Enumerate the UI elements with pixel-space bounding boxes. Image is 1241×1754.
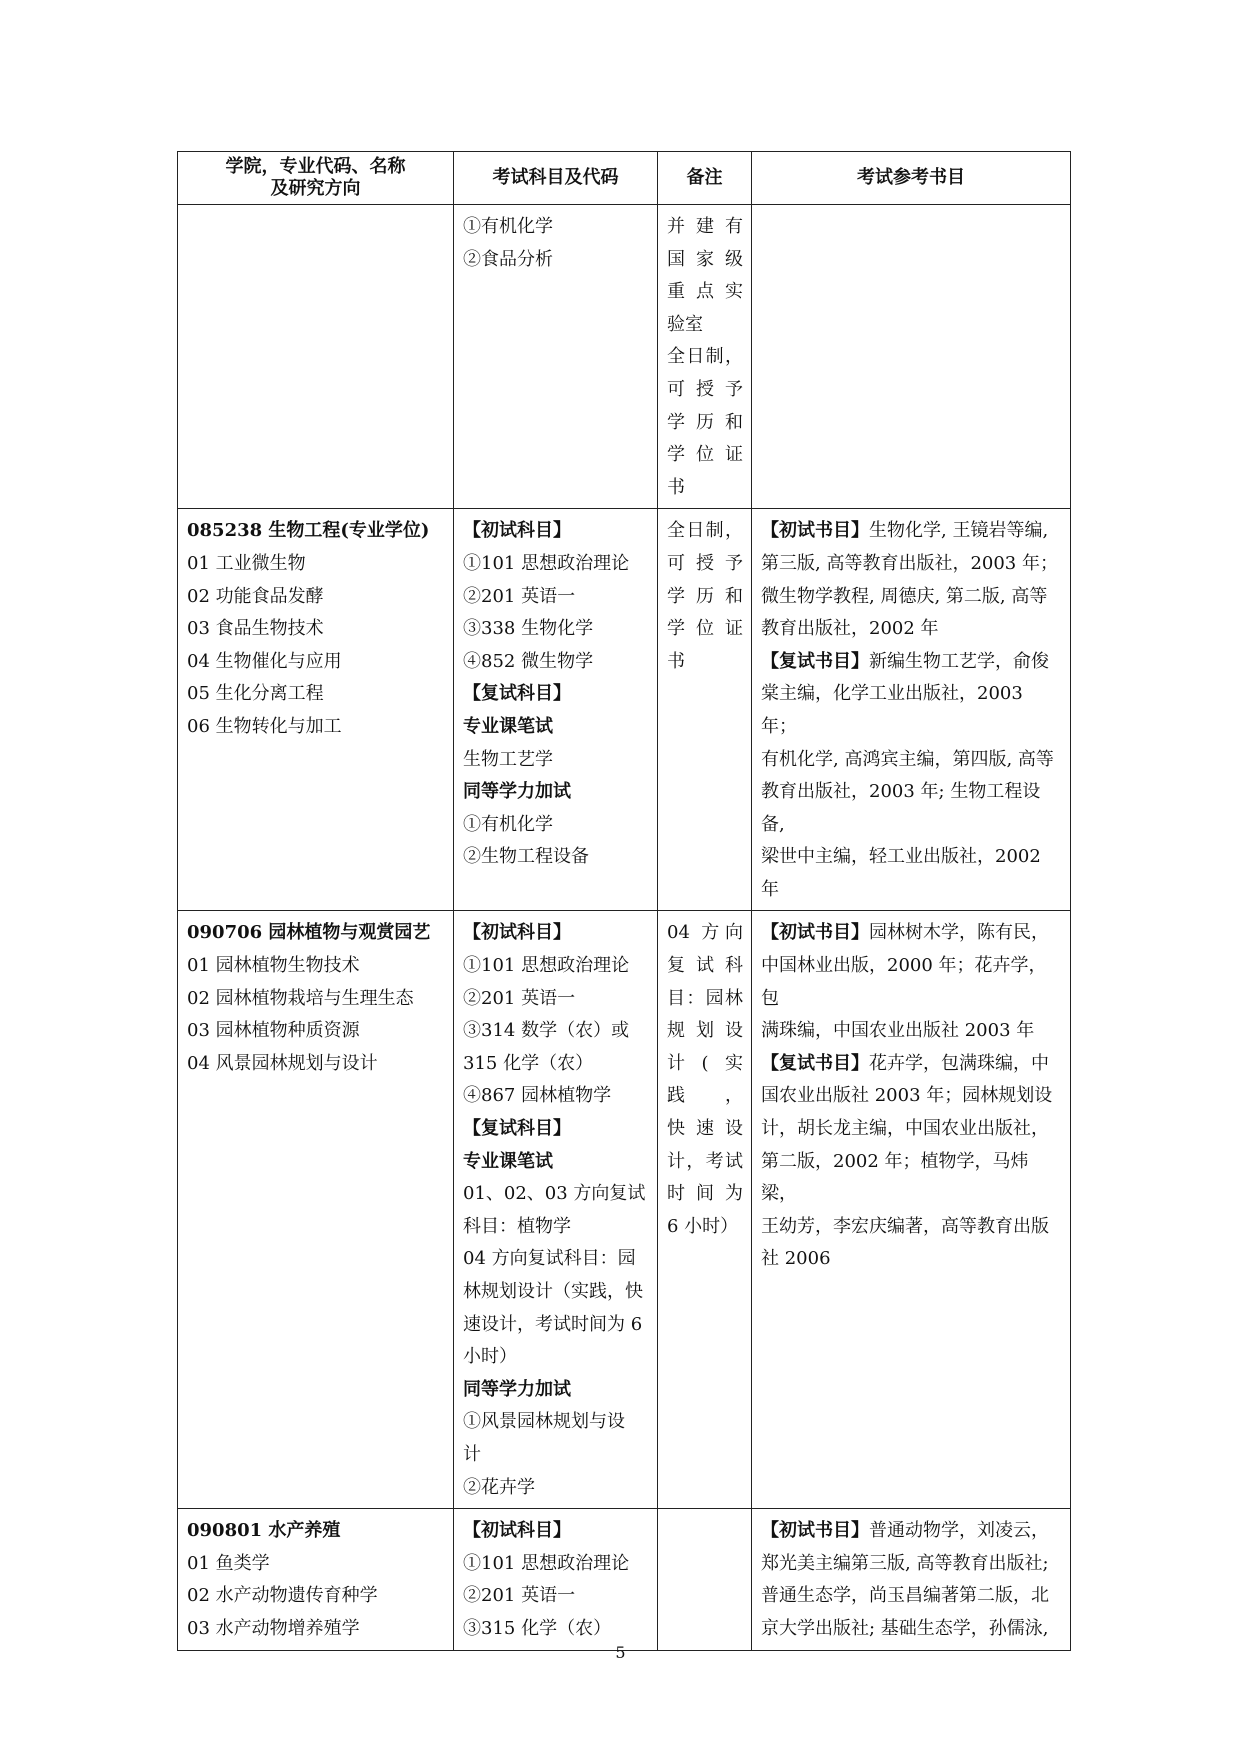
subject-line: ②201 英语一 — [463, 1585, 576, 1607]
book-line — [761, 1515, 1062, 1548]
remark-line: 计，考试 — [667, 1150, 743, 1172]
subject-line: ④852 微生物学 — [463, 650, 594, 672]
book-line — [761, 1146, 1062, 1211]
book-line — [761, 1113, 1062, 1146]
remarks-cell — [658, 911, 752, 1509]
subject-line: 计 — [463, 1443, 481, 1465]
book-section-label: 【复试书目】 — [761, 650, 869, 672]
subject-line: ②花卉学 — [463, 1476, 535, 1498]
book-text: 园林树木学，陈有民， — [869, 922, 1049, 944]
subject-heading: 【复试科目】 — [463, 1118, 571, 1140]
subject-line: ①风景园林规划与设 — [463, 1411, 625, 1433]
subject-line: 04 方向复试科目：园 — [463, 1248, 636, 1270]
remark-line: 6 小时） — [667, 1215, 739, 1237]
subject-heading: 专业课笔试 — [463, 1150, 553, 1172]
research-direction: 06 生物转化与加工 — [187, 715, 342, 737]
subject-line: ①101 思想政治理论 — [463, 955, 630, 977]
research-direction: 05 生化分离工程 — [187, 683, 324, 705]
remark-line: 可授予 — [667, 378, 743, 400]
table-row — [178, 509, 1071, 911]
header-dept-line: 学院，专业代码、名称 — [225, 156, 406, 177]
remark-line: 学位证 — [667, 444, 743, 466]
book-text: 花卉学，包满珠编，中 — [869, 1052, 1049, 1074]
book-line — [761, 841, 1062, 906]
research-direction: 01 鱼类学 — [187, 1552, 270, 1574]
header-books: 考试参考书目 — [752, 152, 1071, 205]
remarks-cell — [658, 205, 752, 509]
subject-line: ②食品分析 — [463, 248, 553, 270]
dept-cell — [178, 205, 454, 509]
subject-line: ②201 英语一 — [463, 987, 576, 1009]
table-row — [178, 911, 1071, 1509]
book-line — [761, 1580, 1062, 1613]
subject-heading: 【初试科目】 — [463, 922, 571, 944]
subject-line: 小时） — [463, 1346, 517, 1368]
book-line — [761, 1048, 1062, 1081]
table-row — [178, 205, 1071, 509]
book-section-label: 【初试书目】 — [761, 1520, 869, 1542]
subject-line: ①101 思想政治理论 — [463, 1552, 630, 1574]
book-line — [761, 776, 1062, 841]
research-direction: 03 食品生物技术 — [187, 618, 324, 640]
remark-line: 学历和 — [667, 585, 743, 607]
research-direction: 04 生物催化与应用 — [187, 650, 342, 672]
book-line — [761, 1548, 1062, 1581]
remark-line: 全日制， — [667, 346, 743, 368]
book-text: 京大学出版社; 基础生态学，孙儒泳, — [761, 1617, 1049, 1639]
subject-line: ④867 园林植物学 — [463, 1085, 612, 1107]
header-subjects: 考试科目及代码 — [454, 152, 658, 205]
book-line — [761, 548, 1062, 581]
remark-line: 并建有 — [667, 216, 743, 237]
dept-cell — [178, 1509, 454, 1650]
subject-line: ①101 思想政治理论 — [463, 552, 630, 574]
book-line — [761, 950, 1062, 1015]
remark-line: 目：园林 — [667, 987, 743, 1009]
book-text: 普通动物学，刘凌云， — [869, 1520, 1049, 1542]
dept-cell — [178, 509, 454, 911]
book-line — [761, 515, 1062, 548]
subject-line: ①有机化学 — [463, 813, 553, 835]
subject-line: ②201 英语一 — [463, 585, 576, 607]
header-dept-line: 及研究方向 — [270, 178, 361, 199]
remark-line: 验室 — [667, 313, 703, 335]
subject-heading: 【初试科目】 — [463, 520, 571, 542]
remark-line: 复试科 — [667, 955, 743, 977]
remark-line: 学历和 — [667, 411, 743, 433]
book-line — [761, 744, 1062, 777]
remark-line: 规划设 — [667, 1020, 743, 1042]
book-text: 生物化学, 王镜岩等编, — [869, 520, 1049, 542]
research-direction: 02 水产动物遗传育种学 — [187, 1585, 378, 1607]
book-text: 教育出版社，2003 年; 生物工程设备, — [761, 781, 1041, 835]
header-remarks: 备注 — [658, 152, 752, 205]
book-line — [761, 1613, 1062, 1646]
subject-heading: 同等学力加试 — [463, 781, 571, 803]
subject-heading: 同等学力加试 — [463, 1378, 571, 1400]
book-text: 新编生物工艺学，俞俊 — [869, 650, 1049, 672]
admissions-table — [177, 151, 1071, 1651]
book-line — [761, 678, 1062, 743]
subject-line: 林规划设计（实践，快 — [463, 1281, 643, 1302]
subject-line: ③315 化学（农） — [463, 1617, 612, 1639]
dept-cell — [178, 911, 454, 1509]
book-line — [761, 646, 1062, 679]
header-row — [178, 152, 1071, 205]
book-text: 有机化学, 高鸿宾主编，第四版, 高等 — [761, 748, 1054, 770]
book-text: 教育出版社，2002 年 — [761, 618, 939, 640]
subject-line: 科目：植物学 — [463, 1215, 571, 1237]
remark-line: 书 — [667, 476, 685, 498]
book-line — [761, 1243, 1062, 1276]
book-line — [761, 1080, 1062, 1113]
book-section-label: 【初试书目】 — [761, 922, 869, 944]
remarks-cell — [658, 509, 752, 911]
remark-line: 时间为 — [667, 1183, 743, 1205]
book-text: 王幼芳，李宏庆编著，高等教育出版 — [761, 1215, 1049, 1237]
book-text: 第二版，2002 年；植物学，马炜梁， — [761, 1150, 1029, 1205]
table-row — [178, 1509, 1071, 1650]
book-text: 社 2006 — [761, 1248, 831, 1270]
books-cell — [752, 911, 1071, 1509]
program-title: 085238 生物工程(专业学位) — [187, 520, 430, 542]
research-direction: 02 园林植物栽培与生理生态 — [187, 987, 414, 1009]
subjects-cell — [454, 205, 658, 509]
program-title: 090801 水产养殖 — [187, 1520, 341, 1542]
subject-line: 速设计，考试时间为 6 — [463, 1313, 643, 1335]
table-body — [178, 205, 1071, 1651]
subject-line: ③338 生物化学 — [463, 618, 594, 640]
remarks-cell — [658, 1509, 752, 1650]
book-section-label: 【初试书目】 — [761, 520, 869, 542]
subject-line: 01、02、03 方向复试 — [463, 1183, 646, 1205]
page-number: 5 — [615, 1643, 626, 1662]
remark-line: 重点实 — [667, 281, 743, 303]
subject-heading: 【复试科目】 — [463, 683, 571, 705]
book-text: 棠主编，化学工业出版社，2003 年； — [761, 683, 1023, 737]
subject-line: 生物工艺学 — [463, 748, 553, 770]
book-line — [761, 581, 1062, 614]
book-line — [761, 1015, 1062, 1048]
program-title: 090706 园林植物与观赏园艺 — [187, 922, 431, 944]
research-direction: 01 园林植物生物技术 — [187, 955, 360, 977]
book-text: 梁世中主编，轻工业出版社，2002 年 — [761, 846, 1041, 900]
subject-line: ①有机化学 — [463, 216, 553, 237]
books-cell — [752, 1509, 1071, 1650]
subject-heading: 【初试科目】 — [463, 1520, 571, 1542]
book-line — [761, 613, 1062, 646]
book-text: 第三版, 高等教育出版社，2003 年； — [761, 552, 1058, 574]
subjects-cell — [454, 911, 658, 1509]
remark-line: 计(实践， — [667, 1052, 743, 1107]
header-dept — [178, 152, 454, 205]
book-line — [761, 917, 1062, 950]
book-text: 国农业出版社 2003 年；园林规划设 — [761, 1085, 1053, 1107]
research-direction: 02 功能食品发酵 — [187, 585, 324, 607]
remark-line: 国家级 — [667, 248, 743, 270]
subjects-cell — [454, 509, 658, 911]
subject-line: 315 化学（农） — [463, 1052, 594, 1074]
research-direction: 01 工业微生物 — [187, 552, 306, 574]
remark-line: 学位证 — [667, 618, 743, 640]
remark-line: 可授予 — [667, 552, 743, 574]
subjects-cell — [454, 1509, 658, 1650]
remark-line: 全日制， — [667, 520, 743, 542]
research-direction: 03 园林植物种质资源 — [187, 1020, 360, 1042]
subject-line: ③314 数学（农）或 — [463, 1020, 630, 1042]
book-text: 郑光美主编第三版, 高等教育出版社; — [761, 1552, 1049, 1574]
book-text: 微生物学教程, 周德庆, 第二版, 高等 — [761, 585, 1048, 607]
book-text: 计，胡长龙主编，中国农业出版社， — [761, 1118, 1049, 1140]
books-cell — [752, 205, 1071, 509]
research-direction: 04 风景园林规划与设计 — [187, 1052, 378, 1074]
books-cell — [752, 509, 1071, 911]
book-line — [761, 1211, 1062, 1244]
subject-line: ②生物工程设备 — [463, 846, 589, 868]
remark-line: 快速设 — [667, 1118, 743, 1140]
book-section-label: 【复试书目】 — [761, 1052, 869, 1074]
book-text: 普通生态学，尚玉昌编著第二版，北 — [761, 1585, 1049, 1607]
book-text: 满珠编，中国农业出版社 2003 年 — [761, 1020, 1035, 1042]
remark-line: 书 — [667, 650, 685, 672]
research-direction: 03 水产动物增养殖学 — [187, 1617, 360, 1639]
book-text: 中国林业出版，2000 年；花卉学，包 — [761, 955, 1047, 1009]
subject-heading: 专业课笔试 — [463, 715, 553, 737]
remark-line: 04 方向 — [667, 922, 743, 944]
